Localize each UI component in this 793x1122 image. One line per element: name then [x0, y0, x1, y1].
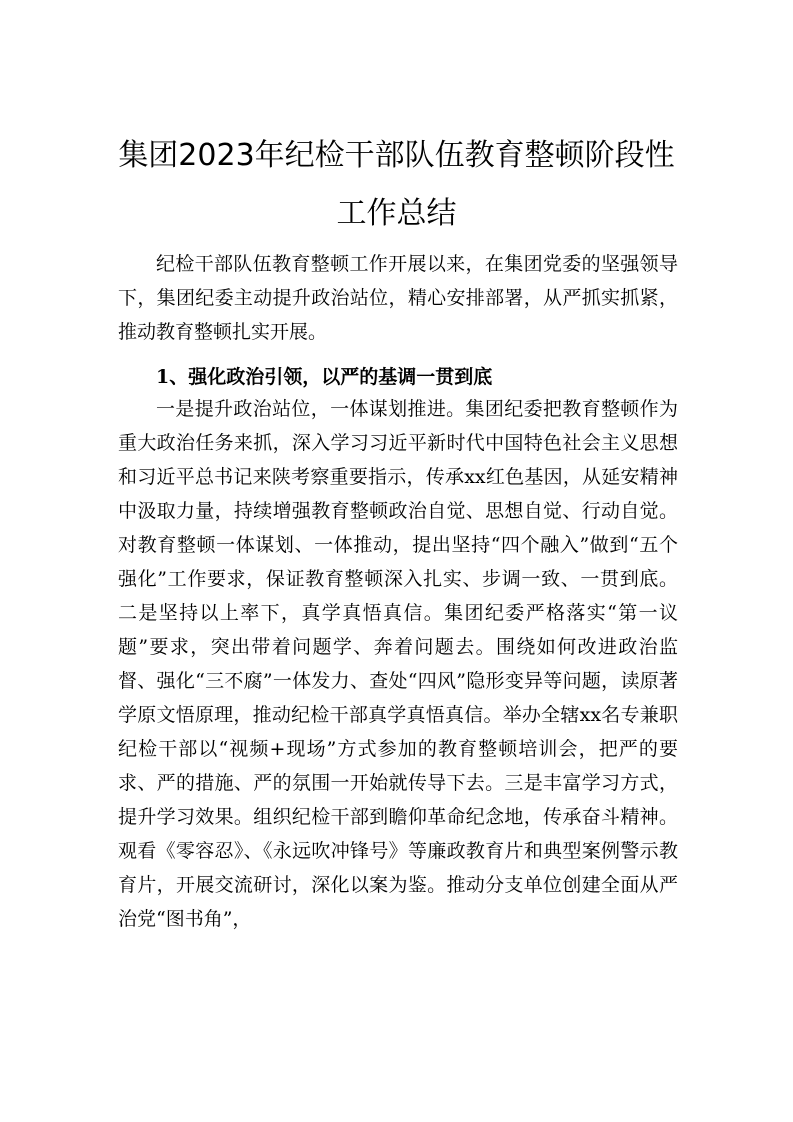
section-1-paragraph: 一是提升政治站位，一体谋划推进。集团纪委把教育整顿作为重大政治任务来抓，深入学习习近平新时代中国特色社会主义思想和习近平总书记来陕考察重要指示，传承xx红色基因，从延安精神中汲取力量，持续增强教育整顿政治自觉、思想自觉、行动自觉。对教育整顿一体谋划、一体推动，提出坚持“四个融入”做到“五个强化”工作要求，保证教育整顿深入扎实、步调一致、一贯到底。二是坚持以上率下，真学真悟真信。集团纪委严格落实“第一议题”要求，突出带着问题学、奔着问题去。围绕如何改进政治监督、强化“三不腐”一体发力、查处“四风”隐形变异等问题，读原著学原文悟原理，推动纪检干部真学真悟真信。举办全辖xx名专兼职纪检干部以“视频+现场”方式参加的教育整顿培训会，把严的要求、严的措施、严的氛围一开始就传导下去。三是丰富学习方式，提升学习效果。组织纪检干部到瞻仰革命纪念地，传承奋斗精神。观看《零容忍》、《永远吹冲锋号》等廉政教育片和典型案例警示教育片，开展交流研讨，深化以案为鉴。推动分支单位创建全面从严治党“图书角”， — [118, 398, 678, 930]
document-title-line-2: 工作总结 — [336, 196, 457, 231]
section-1-heading: 1、强化政治引领，以严的基调一贯到底 — [156, 366, 493, 388]
intro-paragraph: 纪检干部队伍教育整顿工作开展以来，在集团党委的坚强领导下，集团纪委主动提升政治站位，精心安排部署，从严抓实抓紧，推动教育整顿扎实开展。 — [118, 253, 678, 343]
section-1-body — [118, 392, 678, 936]
intro-section — [118, 247, 678, 349]
document-title-line-1: 集团2023年纪检干部队伍教育整顿阶段性 — [118, 138, 675, 173]
